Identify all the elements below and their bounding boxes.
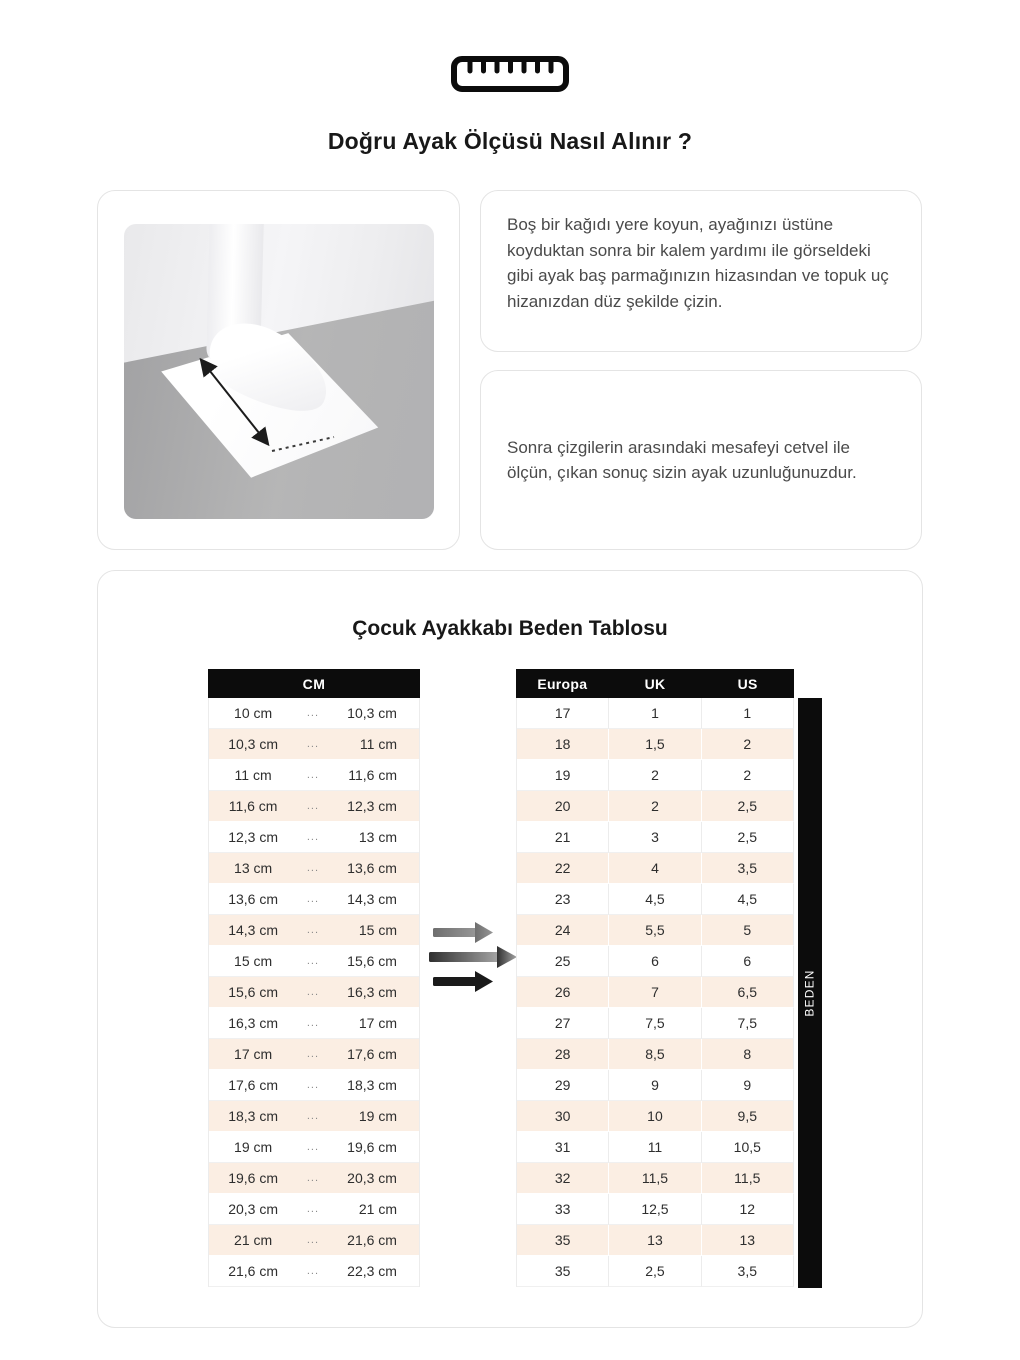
beden-label: BEDEN	[803, 969, 817, 1017]
transfer-arrows-icon	[429, 921, 519, 993]
range-separator: ...	[306, 1017, 320, 1029]
cm-to-value: 16,3 cm	[347, 984, 397, 1000]
range-separator: ...	[306, 862, 320, 874]
range-separator: ...	[306, 955, 320, 967]
eu-size-table	[516, 669, 794, 1287]
uk-value: 10	[609, 1101, 701, 1132]
cm-table-row	[209, 853, 419, 884]
range-separator: ...	[306, 769, 320, 781]
cm-from-value: 11,6 cm	[228, 798, 278, 814]
cm-table-row	[209, 1008, 419, 1039]
eu-size-table-row	[517, 822, 794, 853]
foot-photo-card	[97, 190, 460, 550]
cm-to-value: 19,6 cm	[347, 1139, 397, 1155]
instruction-card-2	[480, 370, 922, 550]
instruction-step1-text: Boş bir kağıdı yere koyun, ayağınızı üstüne koyduktan sonra bir kalem yardımı ile görseldeki gibi ayak baş parmağınızın hizasından ve topuk uç hizanızdan düz şekilde çizin.	[507, 215, 889, 311]
range-separator: ...	[306, 924, 320, 936]
range-separator: ...	[306, 893, 320, 905]
cm-table-row	[209, 915, 419, 946]
europa-value: 30	[517, 1101, 609, 1132]
cm-to-value: 17,6 cm	[347, 1046, 397, 1062]
uk-value: 11,5	[609, 1163, 701, 1194]
range-separator: ...	[306, 1234, 320, 1246]
us-value: 1	[702, 698, 794, 729]
uk-value: 2	[609, 760, 701, 791]
cm-to-value: 20,3 cm	[347, 1170, 397, 1186]
uk-value: 7	[609, 977, 701, 1008]
eu-size-table-row	[517, 698, 794, 729]
cm-table-row	[209, 977, 419, 1008]
europa-value: 25	[517, 946, 609, 977]
cm-from-value: 19,6 cm	[228, 1170, 278, 1186]
europa-value: 21	[517, 822, 609, 853]
cm-table-row	[209, 729, 419, 760]
cm-from-value: 17 cm	[234, 1046, 273, 1062]
cm-to-value: 21 cm	[358, 1201, 397, 1217]
cm-table-row	[209, 1256, 419, 1287]
us-value: 12	[702, 1194, 794, 1225]
europa-value: 17	[517, 698, 609, 729]
cm-table-header: CM	[208, 669, 420, 698]
europa-value: 20	[517, 791, 609, 822]
uk-value: 6	[609, 946, 701, 977]
us-value: 3,5	[702, 853, 794, 884]
eu-size-table-row	[517, 1101, 794, 1132]
range-separator: ...	[306, 1079, 320, 1091]
cm-to-value: 15,6 cm	[347, 953, 397, 969]
eu-size-table-row	[517, 1008, 794, 1039]
measure-arrow-icon	[124, 224, 434, 519]
instruction-card-1	[480, 190, 922, 352]
eu-size-table-row	[517, 729, 794, 760]
cm-table-row	[209, 791, 419, 822]
europa-value: 26	[517, 977, 609, 1008]
us-value: 9,5	[702, 1101, 794, 1132]
uk-value: 4	[609, 853, 701, 884]
cm-from-value: 18,3 cm	[228, 1108, 278, 1124]
instruction-step2-text: Sonra çizgilerin arasındaki mesafeyi cetvel ile ölçün, çıkan sonuç sizin ayak uzunluğunuzdur.	[507, 437, 857, 482]
cm-from-value: 16,3 cm	[228, 1015, 278, 1031]
cm-from-value: 14,3 cm	[228, 922, 278, 938]
us-value: 4,5	[702, 884, 794, 915]
europa-value: 33	[517, 1194, 609, 1225]
uk-value: 3	[609, 822, 701, 853]
uk-value: 2,5	[609, 1256, 701, 1287]
range-separator: ...	[306, 738, 320, 750]
eu-size-table-row	[517, 791, 794, 822]
cm-from-value: 15 cm	[234, 953, 273, 969]
us-value: 2	[702, 729, 794, 760]
cm-table-row	[209, 698, 419, 729]
cm-table-row	[209, 1163, 419, 1194]
eu-size-table-row	[517, 760, 794, 791]
cm-table-row	[209, 1070, 419, 1101]
cm-table-row	[209, 760, 419, 791]
europa-value: 22	[517, 853, 609, 884]
cm-to-value: 13,6 cm	[347, 860, 397, 876]
eu-size-table-rows	[516, 698, 794, 1287]
us-value: 10,5	[702, 1132, 794, 1163]
us-value: 11,5	[702, 1163, 794, 1194]
range-separator: ...	[306, 1141, 320, 1153]
cm-table-row	[209, 1101, 419, 1132]
cm-from-value: 10 cm	[234, 705, 273, 721]
cm-from-value: 21,6 cm	[228, 1263, 278, 1279]
beden-bar	[798, 698, 822, 1288]
eu-size-table-row	[517, 1163, 794, 1194]
cm-to-value: 21,6 cm	[347, 1232, 397, 1248]
cm-from-value: 21 cm	[234, 1232, 273, 1248]
eu-size-table-row	[517, 977, 794, 1008]
range-separator: ...	[306, 1048, 320, 1060]
cm-to-value: 14,3 cm	[347, 891, 397, 907]
cm-to-value: 13 cm	[358, 829, 397, 845]
uk-value: 4,5	[609, 884, 701, 915]
cm-table-row	[209, 946, 419, 977]
europa-value: 18	[517, 729, 609, 760]
cm-from-value: 12,3 cm	[228, 829, 278, 845]
eu-size-table-row	[517, 853, 794, 884]
cm-table-rows	[208, 698, 420, 1287]
range-separator: ...	[306, 1172, 320, 1184]
us-value: 2,5	[702, 791, 794, 822]
cm-to-value: 10,3 cm	[347, 705, 397, 721]
cm-table-row	[209, 1194, 419, 1225]
uk-value: 7,5	[609, 1008, 701, 1039]
header-us: US	[737, 675, 758, 692]
europa-value: 19	[517, 760, 609, 791]
header-europa: Europa	[537, 675, 588, 692]
us-value: 8	[702, 1039, 794, 1070]
cm-table-row	[209, 1039, 419, 1070]
europa-value: 23	[517, 884, 609, 915]
us-value: 2	[702, 760, 794, 791]
europa-value: 35	[517, 1225, 609, 1256]
eu-size-table-row	[517, 1256, 794, 1287]
europa-value: 27	[517, 1008, 609, 1039]
range-separator: ...	[306, 1110, 320, 1122]
cm-from-value: 20,3 cm	[228, 1201, 278, 1217]
cm-to-value: 17 cm	[358, 1015, 397, 1031]
uk-value: 11	[609, 1132, 701, 1163]
eu-size-table-row	[517, 946, 794, 977]
cm-from-value: 13,6 cm	[228, 891, 278, 907]
cm-to-value: 15 cm	[358, 922, 397, 938]
us-value: 6,5	[702, 977, 794, 1008]
range-separator: ...	[306, 707, 320, 719]
eu-size-table-row	[517, 1070, 794, 1101]
us-value: 7,5	[702, 1008, 794, 1039]
uk-value: 1,5	[609, 729, 701, 760]
cm-from-value: 15,6 cm	[228, 984, 278, 1000]
us-value: 6	[702, 946, 794, 977]
cm-to-value: 12,3 cm	[347, 798, 397, 814]
cm-to-value: 11,6 cm	[348, 767, 397, 783]
europa-value: 32	[517, 1163, 609, 1194]
cm-from-value: 10,3 cm	[228, 736, 278, 752]
uk-value: 12,5	[609, 1194, 701, 1225]
uk-value: 1	[609, 698, 701, 729]
eu-size-table-row	[517, 1132, 794, 1163]
cm-from-value: 19 cm	[234, 1139, 273, 1155]
foot-photo	[124, 224, 434, 519]
us-value: 3,5	[702, 1256, 794, 1287]
ruler-icon	[0, 55, 1020, 98]
range-separator: ...	[306, 831, 320, 843]
range-separator: ...	[306, 1265, 320, 1277]
cm-table	[208, 669, 420, 1287]
eu-size-table-header	[516, 669, 794, 698]
cm-table-row	[209, 1225, 419, 1256]
cm-to-value: 22,3 cm	[347, 1263, 397, 1279]
uk-value: 2	[609, 791, 701, 822]
eu-size-table-row	[517, 1225, 794, 1256]
europa-value: 29	[517, 1070, 609, 1101]
us-value: 2,5	[702, 822, 794, 853]
range-separator: ...	[306, 986, 320, 998]
cm-to-value: 18,3 cm	[347, 1077, 397, 1093]
eu-size-table-row	[517, 1039, 794, 1070]
europa-value: 35	[517, 1256, 609, 1287]
uk-value: 8,5	[609, 1039, 701, 1070]
eu-size-table-row	[517, 884, 794, 915]
eu-size-table-row	[517, 1194, 794, 1225]
cm-table-row	[209, 884, 419, 915]
range-separator: ...	[306, 800, 320, 812]
cm-from-value: 11 cm	[234, 767, 272, 783]
cm-to-value: 11 cm	[359, 736, 397, 752]
cm-from-value: 17,6 cm	[228, 1077, 278, 1093]
us-value: 13	[702, 1225, 794, 1256]
europa-value: 28	[517, 1039, 609, 1070]
cm-from-value: 13 cm	[234, 860, 273, 876]
header-uk: UK	[644, 675, 666, 692]
page-title: Doğru Ayak Ölçüsü Nasıl Alınır ?	[327, 128, 693, 154]
uk-value: 9	[609, 1070, 701, 1101]
cm-table-row	[209, 1132, 419, 1163]
cm-to-value: 19 cm	[358, 1108, 397, 1124]
us-value: 9	[702, 1070, 794, 1101]
range-separator: ...	[306, 1203, 320, 1215]
cm-table-row	[209, 822, 419, 853]
us-value: 5	[702, 915, 794, 946]
size-table-title: Çocuk Ayakkabı Beden Tablosu	[352, 617, 668, 640]
size-table-card	[97, 570, 923, 1328]
eu-size-table-row	[517, 915, 794, 946]
europa-value: 31	[517, 1132, 609, 1163]
uk-value: 13	[609, 1225, 701, 1256]
europa-value: 24	[517, 915, 609, 946]
uk-value: 5,5	[609, 915, 701, 946]
